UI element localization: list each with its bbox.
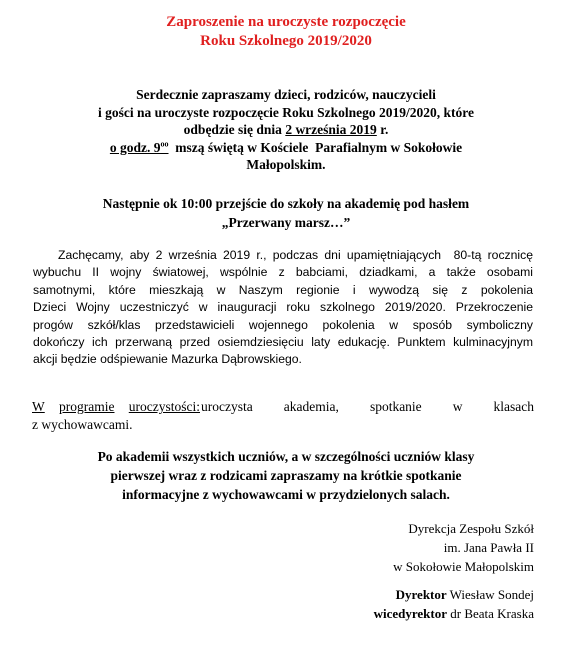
intro-date-prefix: odbędzie się dnia: [183, 122, 286, 137]
program-word-spotkanie: spotkanie: [369, 399, 422, 414]
program-word-akademia: akademia,: [283, 399, 339, 414]
intro-date-suffix: r.: [376, 122, 389, 137]
program-heading: [32, 398, 200, 416]
next-line-1: Następnie ok 10:00 przejście do szkoły na akademię pod hasłem: [102, 196, 470, 211]
signatories-block: [374, 585, 534, 623]
paragraph-line: progów szkół/klas przedstawicieli wojennego pokolenia w sposób symboliczny: [33, 317, 533, 332]
signature-line-1: Dyrekcja Zespołu Szkół: [408, 521, 534, 536]
paragraph-line: akcji będzie odśpiewanie Mazurka Dąbrowskiego.: [33, 352, 302, 367]
program-word-uroczysta: uroczysta: [201, 399, 253, 414]
next-block: [30, 194, 542, 232]
program-word-w: W: [32, 399, 45, 414]
director-name: Wiesław Sondej: [446, 587, 534, 602]
program-word-programie: programie: [59, 399, 115, 414]
signature-line-2: im. Jana Pawła II: [443, 540, 534, 555]
intro-mass-text: mszą świętą w Kościele Parafialnym w Sokołowie: [168, 139, 463, 155]
paragraph-line: wybuchu II wojny światowej, wspólnie z babciami, dziadkami, a także osobami: [33, 265, 533, 280]
signature-block: [393, 519, 534, 576]
intro-time: [110, 140, 169, 155]
signature-line-3: w Sokołowie Małopolskim: [393, 559, 534, 574]
intro-line-3: [40, 121, 532, 139]
intro-block: [40, 86, 532, 174]
paragraph-line: Zachęcamy, aby 2 września 2019 r., podczas dni upamiętniających 80-tą rocznicę: [33, 248, 533, 262]
title-line-2: Roku Szkolnego 2019/2020: [200, 33, 372, 49]
director-role: Dyrektor: [395, 587, 447, 602]
director-line: [374, 585, 534, 604]
program-block: [32, 398, 534, 434]
intro-time-sup: oo: [160, 139, 169, 148]
next-line-2: „Przerwany marsz…”: [221, 215, 351, 230]
program-word-klasach: klasach: [493, 399, 534, 414]
closing-block: [30, 447, 542, 504]
program-line-2: z wychowawcami.: [32, 417, 133, 432]
vice-director-role: wicedyrektor: [373, 606, 447, 621]
program-word-uroczystosci: uroczystości:: [128, 399, 200, 414]
intro-line-5: Małopolskim.: [246, 157, 326, 172]
program-word-w2: w: [452, 399, 463, 414]
paragraph-line: samotnymi, które mieszkają w Naszym regionie i wywodzą się z pokolenia: [33, 282, 533, 297]
intro-line-2: i gości na uroczyste rozpoczęcie Roku Szkolnego 2019/2020, które: [97, 104, 475, 120]
vice-director-name: dr Beata Kraska: [447, 606, 534, 621]
program-line-1: [32, 398, 534, 416]
intro-date: 2 września 2019: [285, 122, 377, 137]
title-line-1: Zaproszenie na uroczyste rozpoczęcie: [166, 14, 406, 30]
main-paragraph: [33, 247, 533, 369]
intro-line-1: Serdecznie zapraszamy dzieci, rodziców, nauczycieli: [136, 87, 436, 102]
closing-line-2: pierwszej wraz z rodzicami zapraszamy na krótkie spotkanie: [110, 468, 462, 483]
paragraph-line: dokończy ich przerwaną przed osiemdziesięciu laty edukację. Punktem kulminacyjnym: [33, 335, 533, 350]
intro-time-text: o godz. 9: [109, 139, 161, 155]
paragraph-line: Dzieci Wojny uczestniczyć w inauguracji roku szkolnego 2019/2020. Przekroczenie: [33, 300, 533, 315]
closing-line-3: informacyjne z wychowawcami w przydzielonych salach.: [122, 487, 450, 502]
closing-line-1: Po akademii wszystkich uczniów, a w szczególności uczniów klasy: [97, 449, 475, 464]
vice-director-line: [374, 604, 534, 623]
intro-line-4: [40, 139, 532, 157]
